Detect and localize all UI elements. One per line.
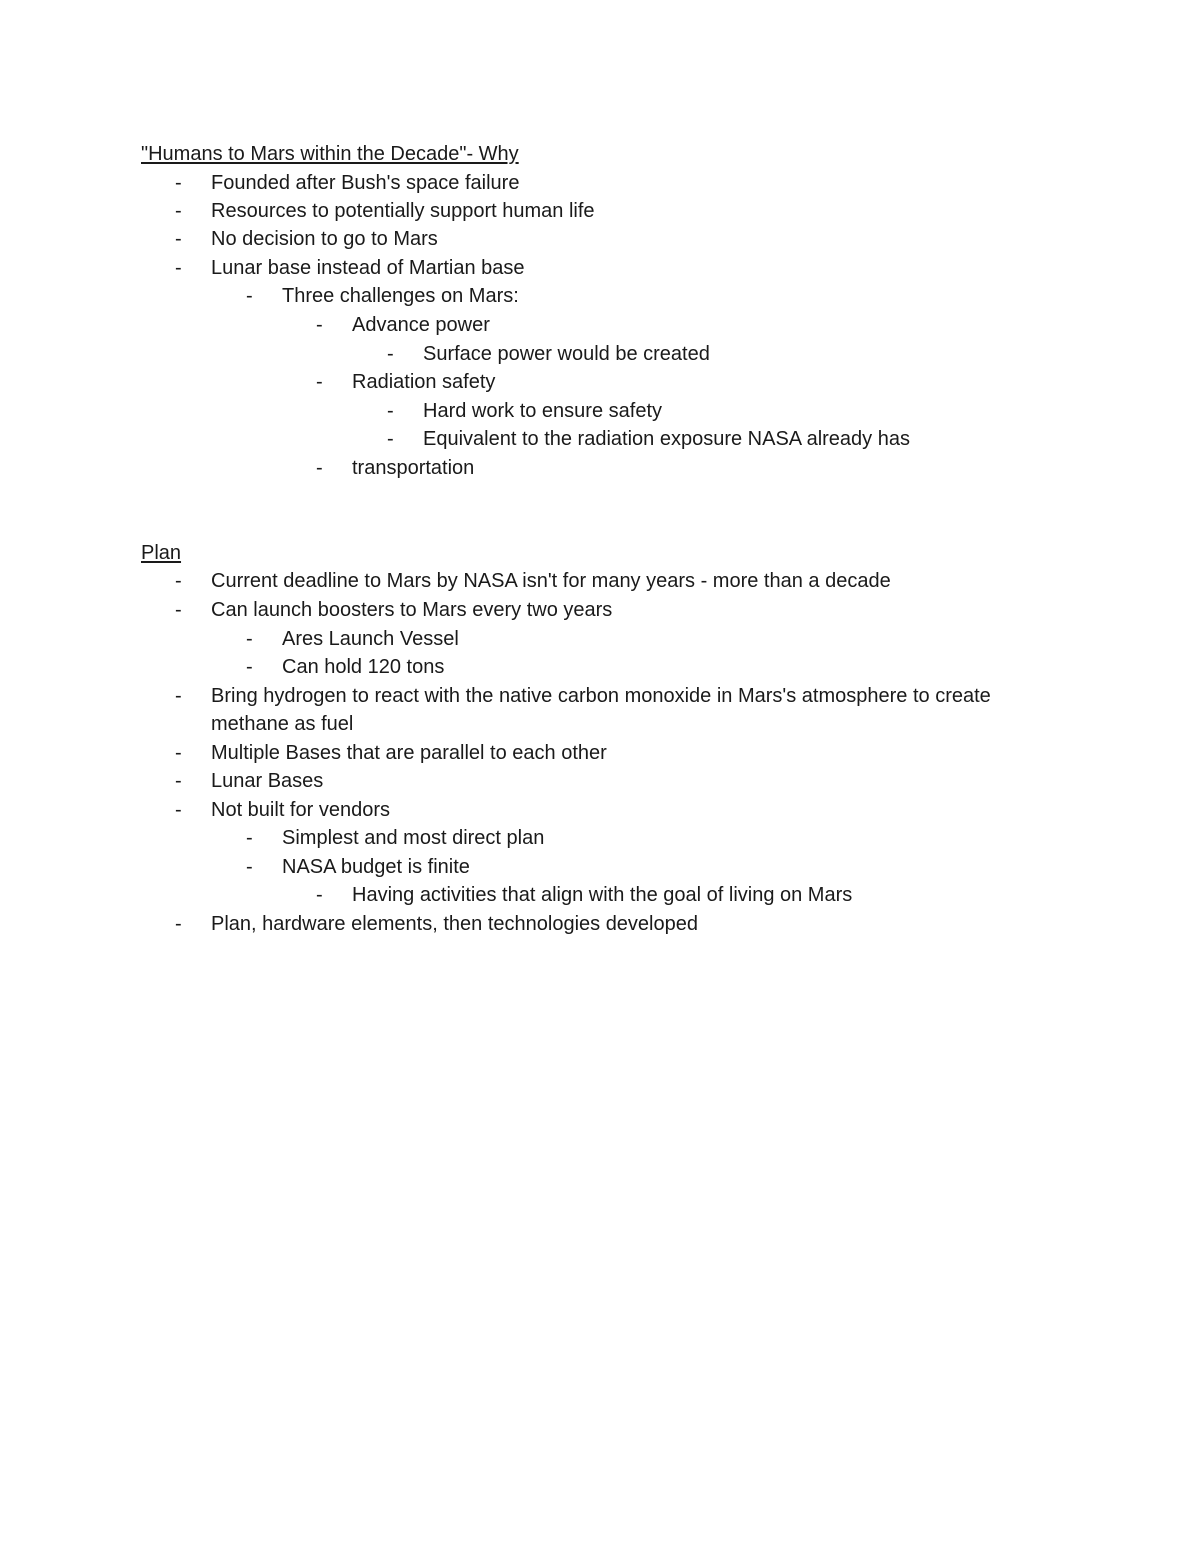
list-item-text: Advance power xyxy=(352,314,490,336)
bullet-dash: - xyxy=(246,827,253,849)
bullet-dash: - xyxy=(175,599,182,621)
list-item-text: Equivalent to the radiation exposure NASA already has xyxy=(423,428,910,450)
bullet-dash: - xyxy=(387,400,394,422)
bullet-dash: - xyxy=(175,685,182,707)
list-item-text: Bring hydrogen to react with the native carbon monoxide in Mars's atmosphere to create xyxy=(211,685,991,707)
bullet-dash: - xyxy=(175,200,182,222)
bullet-dash: - xyxy=(175,172,182,194)
bullet-dash: - xyxy=(246,856,253,878)
bullet-dash: - xyxy=(175,257,182,279)
section-heading-why: "Humans to Mars within the Decade"- Why xyxy=(141,143,519,165)
bullet-dash: - xyxy=(316,371,323,393)
bullet-dash: - xyxy=(175,228,182,250)
list-item-text: Having activities that align with the goal of living on Mars xyxy=(352,884,853,906)
list-item-text: Ares Launch Vessel xyxy=(282,628,459,650)
bullet-dash: - xyxy=(246,628,253,650)
list-item-text: Founded after Bush's space failure xyxy=(211,172,520,194)
bullet-dash: - xyxy=(316,314,323,336)
list-item-text: Current deadline to Mars by NASA isn't for many years - more than a decade xyxy=(211,570,891,592)
list-item-text: No decision to go to Mars xyxy=(211,228,438,250)
list-item-text: Surface power would be created xyxy=(423,343,710,365)
list-item-text: Not built for vendors xyxy=(211,799,390,821)
list-item-text: Hard work to ensure safety xyxy=(423,400,662,422)
list-item-text: NASA budget is finite xyxy=(282,856,470,878)
list-item-text: Three challenges on Mars: xyxy=(282,285,519,307)
bullet-dash: - xyxy=(316,457,323,479)
bullet-dash: - xyxy=(246,656,253,678)
bullet-dash: - xyxy=(387,428,394,450)
bullet-dash: - xyxy=(175,742,182,764)
list-item-text: Simplest and most direct plan xyxy=(282,827,545,849)
list-item-text: Plan, hardware elements, then technologies developed xyxy=(211,913,698,935)
bullet-dash: - xyxy=(246,285,253,307)
list-item-text: Lunar Bases xyxy=(211,770,324,792)
bullet-dash: - xyxy=(316,884,323,906)
list-item-text: methane as fuel xyxy=(211,713,354,735)
bullet-dash: - xyxy=(175,570,182,592)
section-heading-plan: Plan xyxy=(141,542,182,564)
list-item-text: Multiple Bases that are parallel to each other xyxy=(211,742,607,764)
list-item-text: Radiation safety xyxy=(352,371,496,393)
bullet-dash: - xyxy=(387,343,394,365)
bullet-dash: - xyxy=(175,913,182,935)
list-item-text: transportation xyxy=(352,457,475,479)
list-item-text: Resources to potentially support human life xyxy=(211,200,595,222)
bullet-dash: - xyxy=(175,770,182,792)
list-item-text: Can launch boosters to Mars every two years xyxy=(211,599,613,621)
list-item-text: Lunar base instead of Martian base xyxy=(211,257,525,279)
bullet-dash: - xyxy=(175,799,182,821)
list-item-text: Can hold 120 tons xyxy=(282,656,445,678)
